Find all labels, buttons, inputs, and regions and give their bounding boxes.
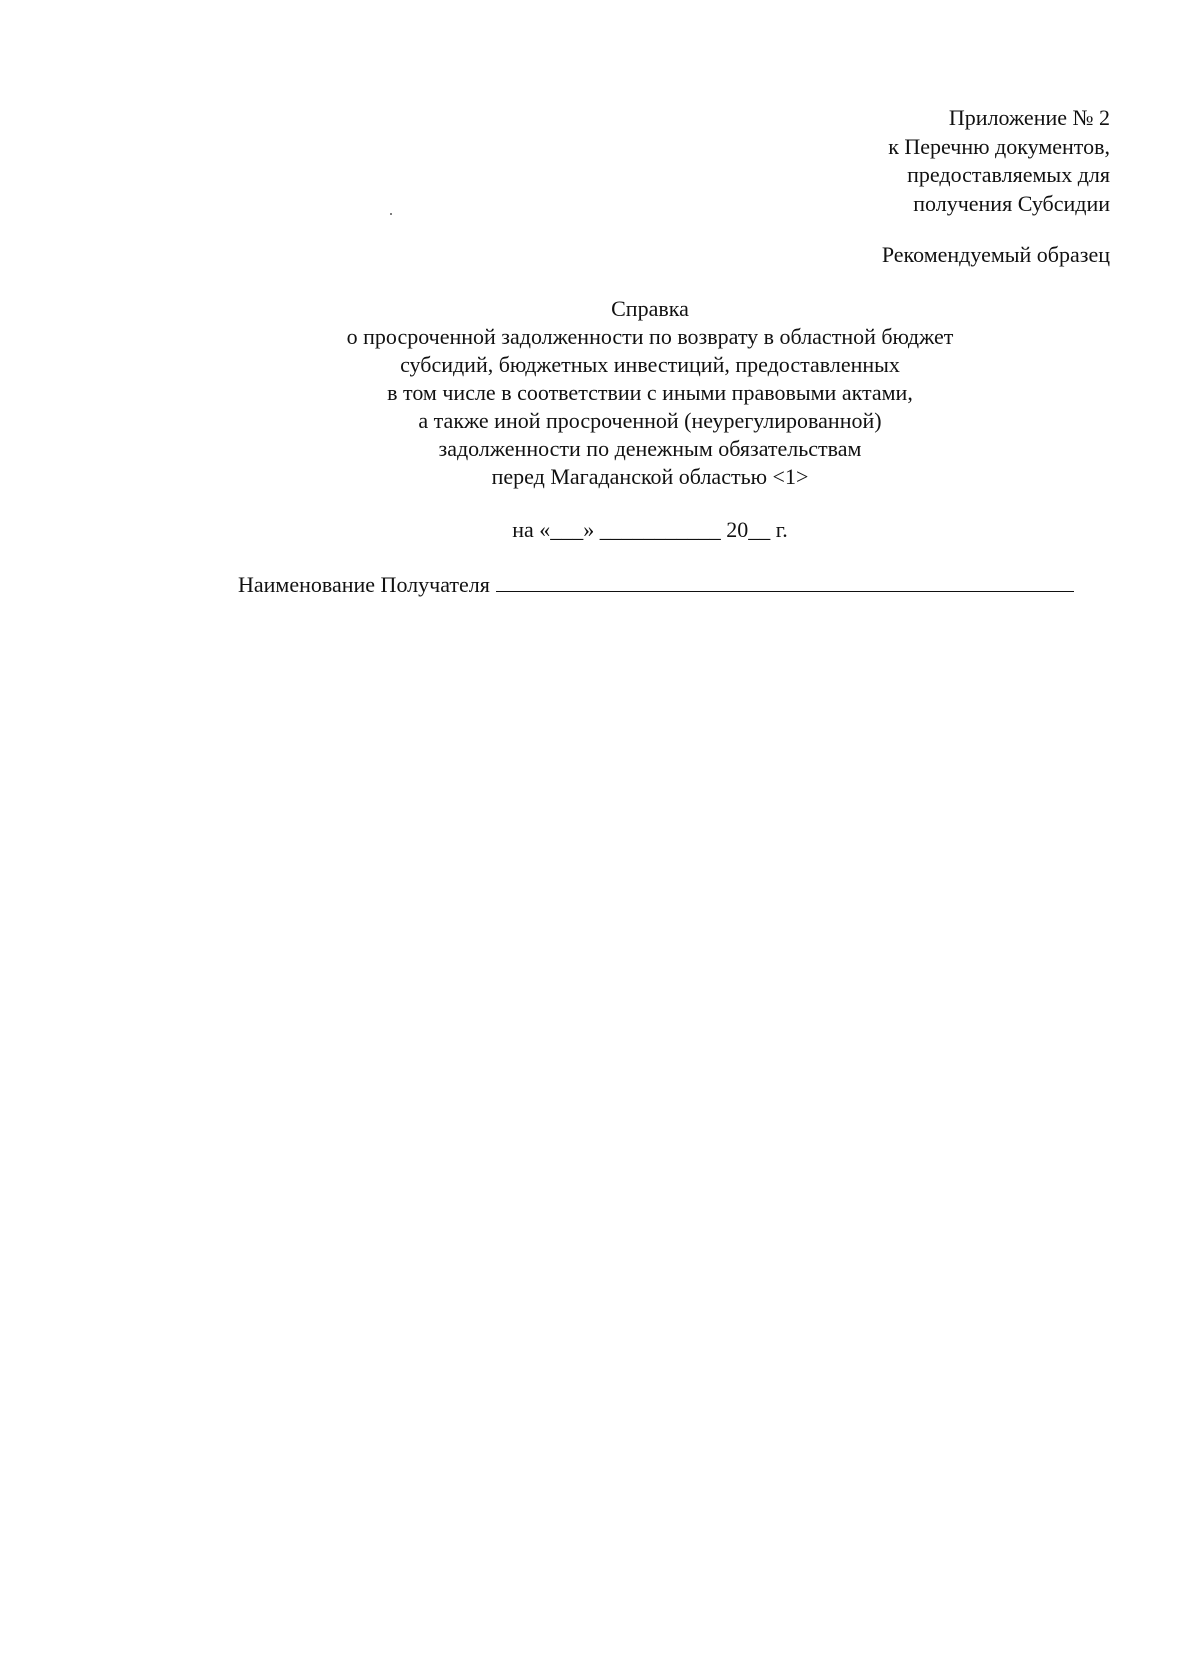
date-line: на «___» ___________ 20__ г. <box>512 517 788 542</box>
sample-label: Рекомендуемый образец <box>881 242 1110 267</box>
appendix-line: предоставляемых для <box>907 162 1110 187</box>
title-line: а также иной просроченной (неурегулированной) <box>418 408 882 433</box>
recipient-blank-line <box>496 571 1074 592</box>
title-line: задолженности по денежным обязательствам <box>438 436 862 461</box>
appendix-reference <box>888 104 1110 218</box>
appendix-line: Приложение № 2 <box>948 105 1110 130</box>
title-line: о просроченной задолженности по возврату в областной бюджет <box>346 324 954 349</box>
recipient-field <box>238 571 1074 599</box>
title-line: субсидий, бюджетных инвестиций, предоставленных <box>400 352 900 377</box>
title-heading: Справка <box>611 296 689 321</box>
title-line: в том числе в соответствии с иными правовыми актами, <box>387 380 913 405</box>
recipient-label: Наименование Получателя <box>238 572 490 597</box>
appendix-line: к Перечню документов, <box>888 133 1110 159</box>
scan-speck <box>390 213 392 215</box>
document-title <box>210 295 1090 491</box>
appendix-line: получения Субсидии <box>913 190 1110 216</box>
title-line: перед Магаданской областью <1> <box>491 464 809 489</box>
